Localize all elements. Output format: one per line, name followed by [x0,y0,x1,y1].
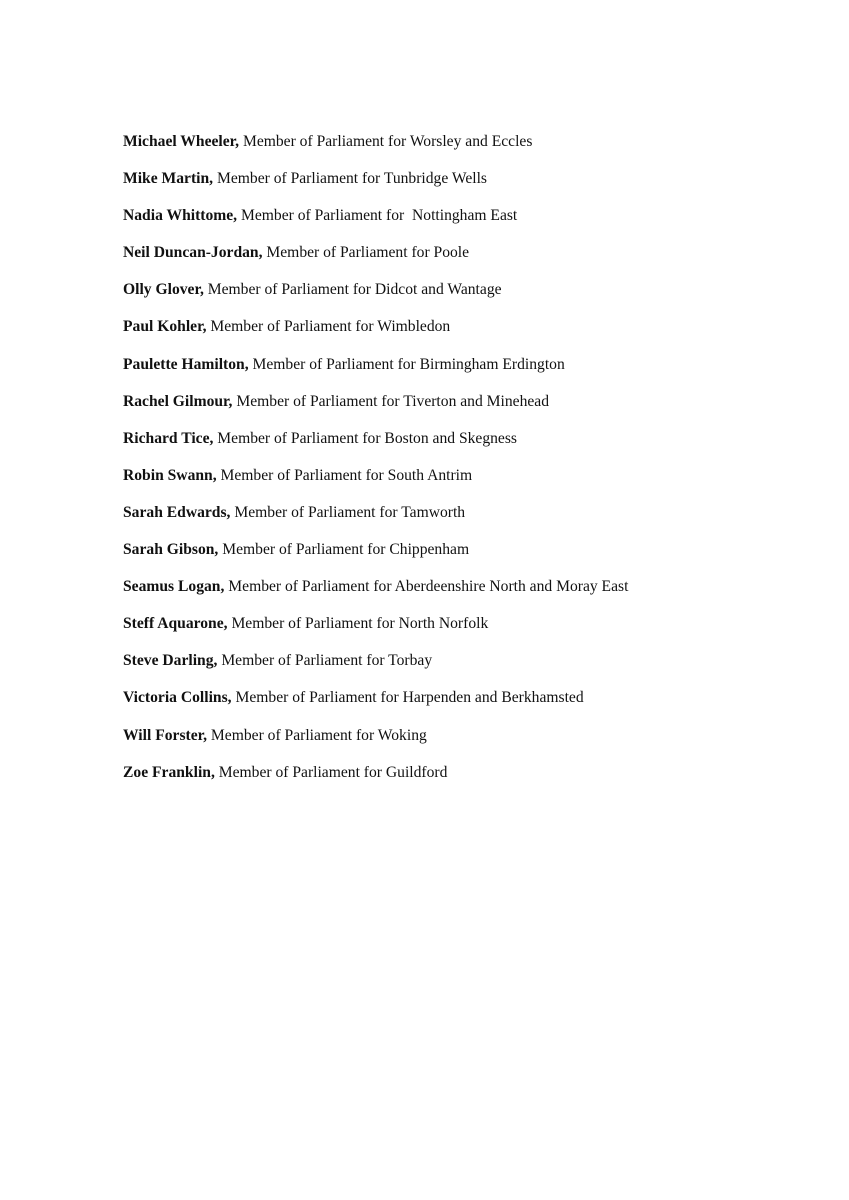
signatory-name: Victoria Collins, [123,689,232,707]
signatory-name: Sarah Gibson, [123,541,219,559]
signatory-name: Olly Glover, [123,281,204,299]
signatory-name: Rachel Gilmour, [123,392,233,410]
signatory-name: Nadia Whittome, [123,207,238,225]
signatory-line [123,242,823,279]
signatory-name: Robin Swann, [123,466,217,484]
signatory-name: Paul Kohler, [123,318,207,336]
signatory-line [123,168,823,205]
signatory-name: Will Forster, [123,726,208,744]
signatory-name: Paulette Hamilton, [123,355,249,373]
signatory-role: Member of Parliament for Chippenham [218,541,470,559]
signatory-role: Member of Parliament for Guildford [214,763,448,781]
signatory-role: Member of Parliament for Didcot and Wantage [203,281,502,299]
signatory-line [123,131,823,168]
signatory-role: Member of Parliament for North Norfolk [227,615,489,633]
signatory-name: Mike Martin, [123,170,214,188]
signatory-name: Zoe Franklin, [123,763,215,781]
signatory-line [123,205,823,242]
signatory-line [123,316,823,353]
signatory-name: Michael Wheeler, [123,133,240,150]
signatory-role: Member of Parliament for Birmingham Erdington [248,355,565,373]
signatory-role: Member of Parliament for Boston and Skegness [213,429,517,447]
signatory-role: Member of Parliament for South Antrim [216,466,473,484]
signatory-role: Member of Parliament for Tamworth [230,503,466,521]
signatory-role: Member of Parliament for Harpenden and Berkhamsted [231,689,584,707]
signatory-role: Member of Parliament for Torbay [217,652,433,670]
signatory-role: Member of Parliament for Aberdeenshire North and Moray East [224,578,629,596]
signatory-role: Member of Parliament for Poole [262,244,470,262]
signatory-line [123,465,823,502]
signatory-name: Steff Aquarone, [123,615,228,633]
signatory-role: Member of Parliament for Worsley and Eccles [239,133,533,150]
signatory-line [123,687,823,724]
signatory-line [123,613,823,650]
signatory-role: Member of Parliament for Tunbridge Wells [213,170,487,188]
signatory-line [123,279,823,316]
signatory-name: Steve Darling, [123,652,218,670]
signatory-role: Member of Parliament for Woking [207,726,427,744]
signatory-name: Neil Duncan-Jordan, [123,244,263,262]
signatory-line [123,762,823,799]
signatory-line [123,354,823,391]
signatory-line [123,650,823,687]
signatory-line [123,576,823,613]
signatory-line [123,428,823,465]
signatory-name: Seamus Logan, [123,578,225,596]
signatory-role: Member of Parliament for Tiverton and Minehead [232,392,550,410]
signatory-line [123,502,823,539]
signatory-name: Richard Tice, [123,429,214,447]
signatory-list [123,131,823,799]
signatory-role: Member of Parliament for Wimbledon [206,318,451,336]
signatory-line [123,539,823,576]
signatory-name: Sarah Edwards, [123,503,231,521]
signatory-role: Member of Parliament for Nottingham East [237,207,518,225]
signatory-line [123,725,823,762]
signatory-line [123,391,823,428]
